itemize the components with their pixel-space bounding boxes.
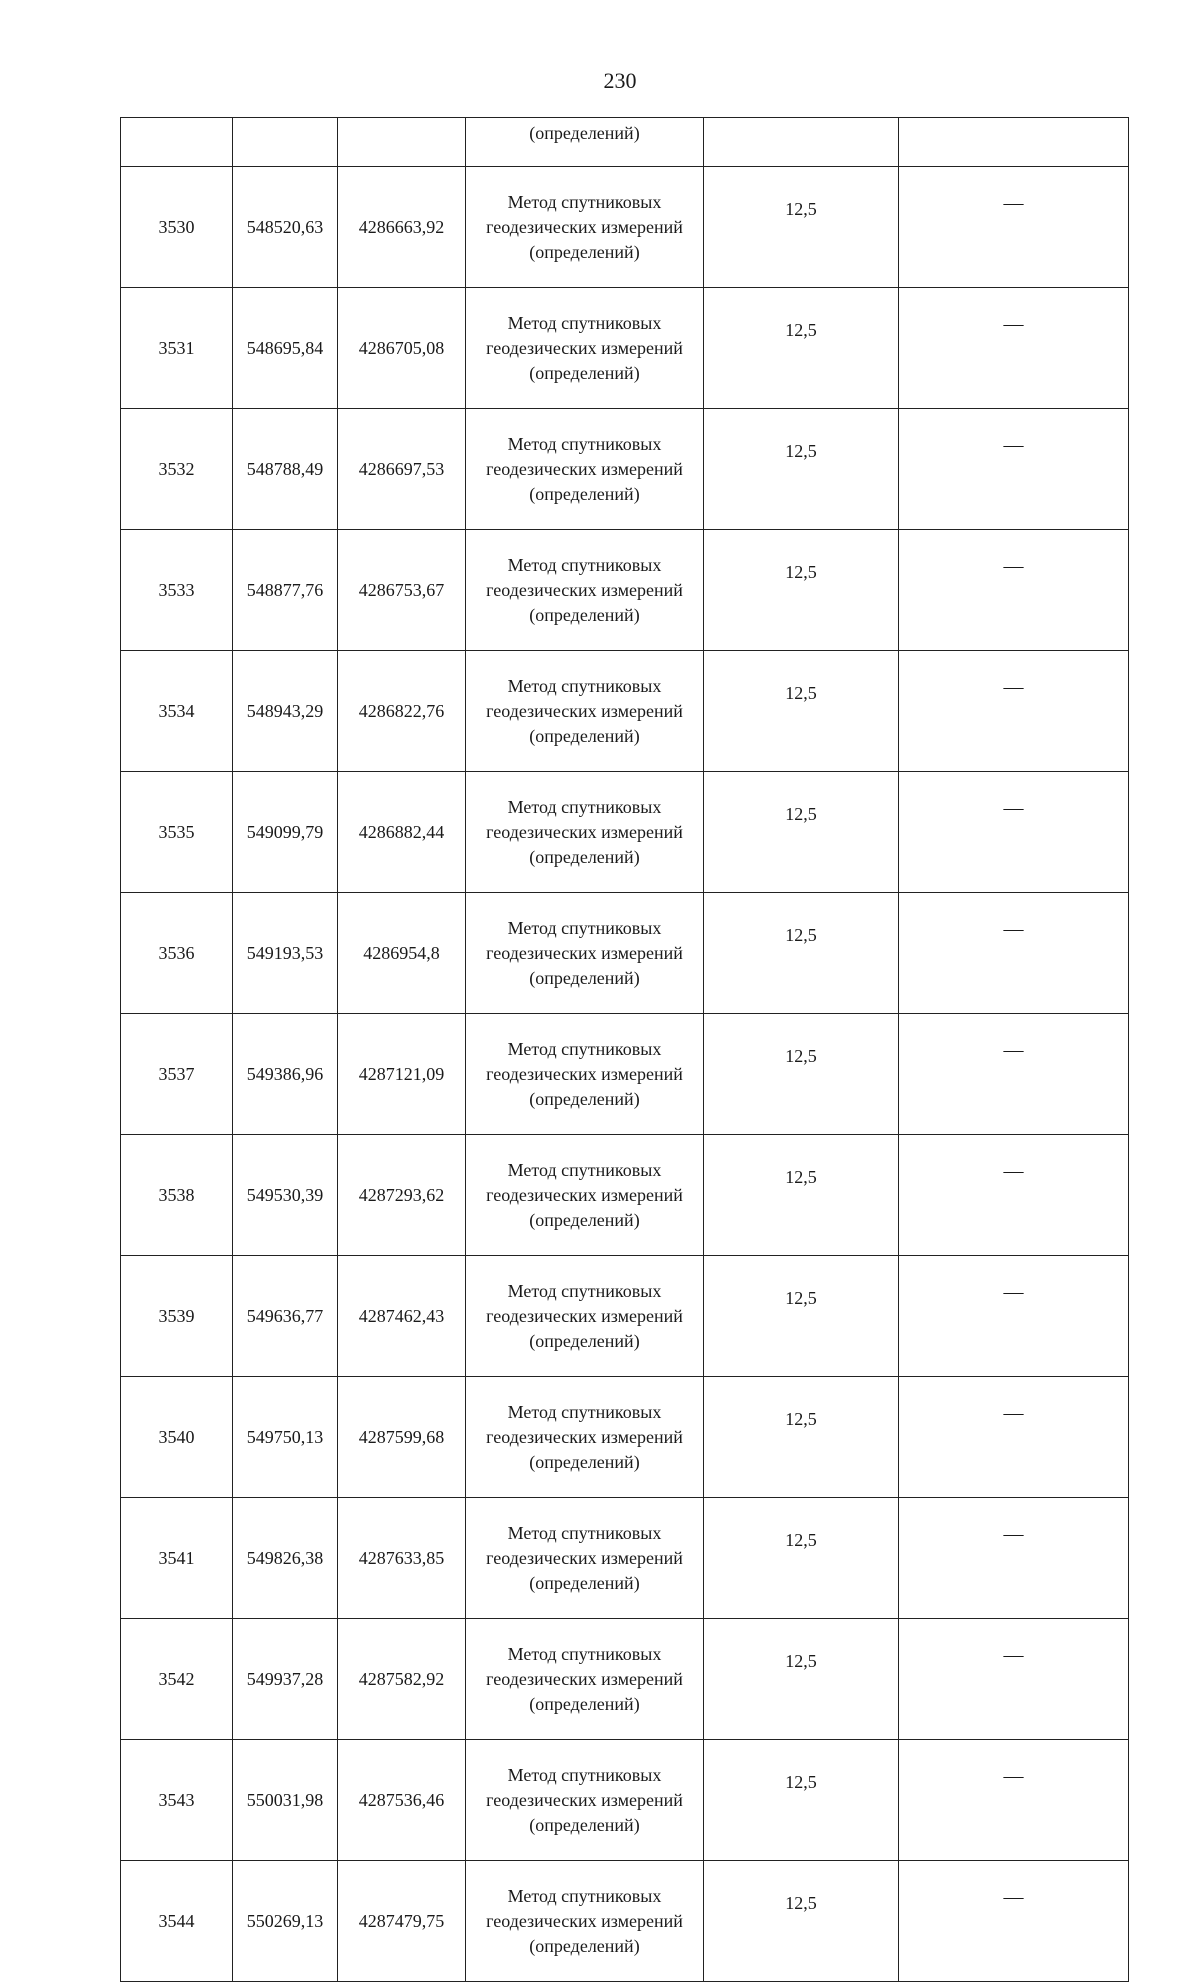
point-number-cell: 3540 <box>121 1377 233 1498</box>
method-line-1: Метод спутниковых <box>507 917 662 938</box>
x-coordinate-cell: 549193,53 <box>233 893 338 1014</box>
method-line-2: геодезических измерений <box>486 1305 683 1326</box>
method-line-1: Метод спутниковых <box>507 1280 662 1301</box>
method-line-1: Метод спутниковых <box>507 675 662 696</box>
x-coordinate-cell: 550269,13 <box>233 1861 338 1982</box>
method-line-1: Метод спутниковых <box>507 1401 662 1422</box>
table-row <box>121 1377 1129 1498</box>
continuation-row <box>121 118 1129 167</box>
method-line-3: (определений) <box>529 483 640 504</box>
method-cell <box>466 167 704 288</box>
table-row <box>121 1014 1129 1135</box>
accuracy-cell: 12,5 <box>704 530 899 651</box>
note-cell: — <box>899 530 1129 651</box>
accuracy-cell: 12,5 <box>704 409 899 530</box>
y-coordinate-cell <box>338 118 466 167</box>
method-cell <box>466 530 704 651</box>
method-line-1: Метод спутниковых <box>507 1885 662 1906</box>
method-line-2: геодезических измерений <box>486 1789 683 1810</box>
accuracy-cell: 12,5 <box>704 288 899 409</box>
method-cell: (определений) <box>466 118 704 167</box>
accuracy-cell: 12,5 <box>704 1135 899 1256</box>
method-line-3: (определений) <box>529 725 640 746</box>
method-line-1: Метод спутниковых <box>507 1764 662 1785</box>
y-coordinate-cell: 4286753,67 <box>338 530 466 651</box>
note-cell: — <box>899 1740 1129 1861</box>
method-line-3: (определений) <box>529 1572 640 1593</box>
accuracy-cell: 12,5 <box>704 167 899 288</box>
point-number-cell: 3534 <box>121 651 233 772</box>
method-cell <box>466 1619 704 1740</box>
method-line-2: геодезических измерений <box>486 700 683 721</box>
table-row <box>121 1619 1129 1740</box>
table-row <box>121 1498 1129 1619</box>
note-cell: — <box>899 1377 1129 1498</box>
method-line-1: Метод спутниковых <box>507 1038 662 1059</box>
note-cell: — <box>899 1861 1129 1982</box>
note-cell: — <box>899 1498 1129 1619</box>
method-line-1: Метод спутниковых <box>507 1159 662 1180</box>
x-coordinate-cell: 549750,13 <box>233 1377 338 1498</box>
table-row <box>121 167 1129 288</box>
y-coordinate-cell: 4287599,68 <box>338 1377 466 1498</box>
method-cell <box>466 1498 704 1619</box>
note-cell: — <box>899 1619 1129 1740</box>
method-line-3: (определений) <box>529 362 640 383</box>
method-cell <box>466 1135 704 1256</box>
y-coordinate-cell: 4286822,76 <box>338 651 466 772</box>
y-coordinate-cell: 4286663,92 <box>338 167 466 288</box>
x-coordinate-cell: 550031,98 <box>233 1740 338 1861</box>
accuracy-cell: 12,5 <box>704 651 899 772</box>
method-cell <box>466 651 704 772</box>
method-line-2: геодезических измерений <box>486 579 683 600</box>
note-cell: — <box>899 893 1129 1014</box>
coordinates-table <box>120 117 1129 1982</box>
y-coordinate-cell: 4287293,62 <box>338 1135 466 1256</box>
note-cell: — <box>899 288 1129 409</box>
note-cell: — <box>899 651 1129 772</box>
method-line-3: (определений) <box>529 241 640 262</box>
point-number-cell: 3538 <box>121 1135 233 1256</box>
accuracy-cell: 12,5 <box>704 1861 899 1982</box>
method-line-2: геодезических измерений <box>486 1063 683 1084</box>
accuracy-cell: 12,5 <box>704 772 899 893</box>
table-row <box>121 772 1129 893</box>
note-cell: — <box>899 1014 1129 1135</box>
y-coordinate-cell: 4287582,92 <box>338 1619 466 1740</box>
note-cell: — <box>899 1135 1129 1256</box>
point-number-cell: 3539 <box>121 1256 233 1377</box>
x-coordinate-cell: 549636,77 <box>233 1256 338 1377</box>
point-number-cell: 3530 <box>121 167 233 288</box>
method-line-2: геодезических измерений <box>486 942 683 963</box>
x-coordinate-cell: 549386,96 <box>233 1014 338 1135</box>
y-coordinate-cell: 4287536,46 <box>338 1740 466 1861</box>
point-number-cell: 3533 <box>121 530 233 651</box>
method-cell <box>466 1256 704 1377</box>
point-number-cell: 3543 <box>121 1740 233 1861</box>
method-line-2: геодезических измерений <box>486 1668 683 1689</box>
table-row <box>121 530 1129 651</box>
method-line-2: геодезических измерений <box>486 216 683 237</box>
method-line-2: геодезических измерений <box>486 821 683 842</box>
table-row <box>121 651 1129 772</box>
point-number-cell <box>121 118 233 167</box>
y-coordinate-cell: 4286882,44 <box>338 772 466 893</box>
x-coordinate-cell: 549937,28 <box>233 1619 338 1740</box>
x-coordinate-cell: 549099,79 <box>233 772 338 893</box>
table-row <box>121 893 1129 1014</box>
method-cell <box>466 1861 704 1982</box>
method-line-2: геодезических измерений <box>486 1426 683 1447</box>
method-line-3: (определений) <box>529 1935 640 1956</box>
method-line-3: (определений) <box>529 1814 640 1835</box>
point-number-cell: 3541 <box>121 1498 233 1619</box>
accuracy-cell: 12,5 <box>704 1498 899 1619</box>
method-cell <box>466 1014 704 1135</box>
method-line-3: (определений) <box>529 604 640 625</box>
y-coordinate-cell: 4286697,53 <box>338 409 466 530</box>
method-line-1: Метод спутниковых <box>507 796 662 817</box>
y-coordinate-cell: 4287121,09 <box>338 1014 466 1135</box>
point-number-cell: 3544 <box>121 1861 233 1982</box>
y-coordinate-cell: 4286705,08 <box>338 288 466 409</box>
table-row <box>121 1861 1129 1982</box>
method-line-3: (определений) <box>529 1209 640 1230</box>
y-coordinate-cell: 4287462,43 <box>338 1256 466 1377</box>
method-line-2: геодезических измерений <box>486 337 683 358</box>
method-line-3: (определений) <box>529 846 640 867</box>
x-coordinate-cell: 549530,39 <box>233 1135 338 1256</box>
table-row <box>121 288 1129 409</box>
accuracy-cell: 12,5 <box>704 1377 899 1498</box>
x-coordinate-cell: 548943,29 <box>233 651 338 772</box>
x-coordinate-cell: 548520,63 <box>233 167 338 288</box>
x-coordinate-cell: 549826,38 <box>233 1498 338 1619</box>
point-number-cell: 3537 <box>121 1014 233 1135</box>
method-cell <box>466 409 704 530</box>
method-line-1: Метод спутниковых <box>507 433 662 454</box>
method-cell <box>466 893 704 1014</box>
method-line-1: Метод спутниковых <box>507 1643 662 1664</box>
table-row <box>121 1256 1129 1377</box>
note-cell: — <box>899 1256 1129 1377</box>
accuracy-cell: 12,5 <box>704 1740 899 1861</box>
point-number-cell: 3531 <box>121 288 233 409</box>
method-line-1: Метод спутниковых <box>507 191 662 212</box>
method-cell <box>466 1377 704 1498</box>
x-coordinate-cell: 548788,49 <box>233 409 338 530</box>
method-line-3: (определений) <box>529 1693 640 1714</box>
note-cell: — <box>899 772 1129 893</box>
method-line-2: геодезических измерений <box>486 458 683 479</box>
point-number-cell: 3532 <box>121 409 233 530</box>
method-line-2: геодезических измерений <box>486 1547 683 1568</box>
page-number: 230 <box>603 68 637 93</box>
method-line-1: Метод спутниковых <box>507 554 662 575</box>
x-coordinate-cell <box>233 118 338 167</box>
x-coordinate-cell: 548877,76 <box>233 530 338 651</box>
method-line-2: геодезических измерений <box>486 1910 683 1931</box>
table-row <box>121 1740 1129 1861</box>
table-row <box>121 1135 1129 1256</box>
method-line-3: (определений) <box>529 967 640 988</box>
y-coordinate-cell: 4287633,85 <box>338 1498 466 1619</box>
method-line-3: (определений) <box>529 1451 640 1472</box>
y-coordinate-cell: 4287479,75 <box>338 1861 466 1982</box>
method-cell <box>466 772 704 893</box>
point-number-cell: 3542 <box>121 1619 233 1740</box>
method-line-3: (определений) <box>529 1088 640 1109</box>
table-row <box>121 409 1129 530</box>
accuracy-cell: 12,5 <box>704 1014 899 1135</box>
method-line-3: (определений) <box>529 1330 640 1351</box>
method-line-1: Метод спутниковых <box>507 1522 662 1543</box>
accuracy-cell: 12,5 <box>704 893 899 1014</box>
method-line-2: геодезических измерений <box>486 1184 683 1205</box>
accuracy-cell <box>704 118 899 167</box>
point-number-cell: 3535 <box>121 772 233 893</box>
point-number-cell: 3536 <box>121 893 233 1014</box>
method-cell <box>466 1740 704 1861</box>
accuracy-cell: 12,5 <box>704 1256 899 1377</box>
y-coordinate-cell: 4286954,8 <box>338 893 466 1014</box>
note-cell <box>899 118 1129 167</box>
x-coordinate-cell: 548695,84 <box>233 288 338 409</box>
accuracy-cell: 12,5 <box>704 1619 899 1740</box>
method-line-1: Метод спутниковых <box>507 312 662 333</box>
note-cell: — <box>899 167 1129 288</box>
note-cell: — <box>899 409 1129 530</box>
method-cell <box>466 288 704 409</box>
